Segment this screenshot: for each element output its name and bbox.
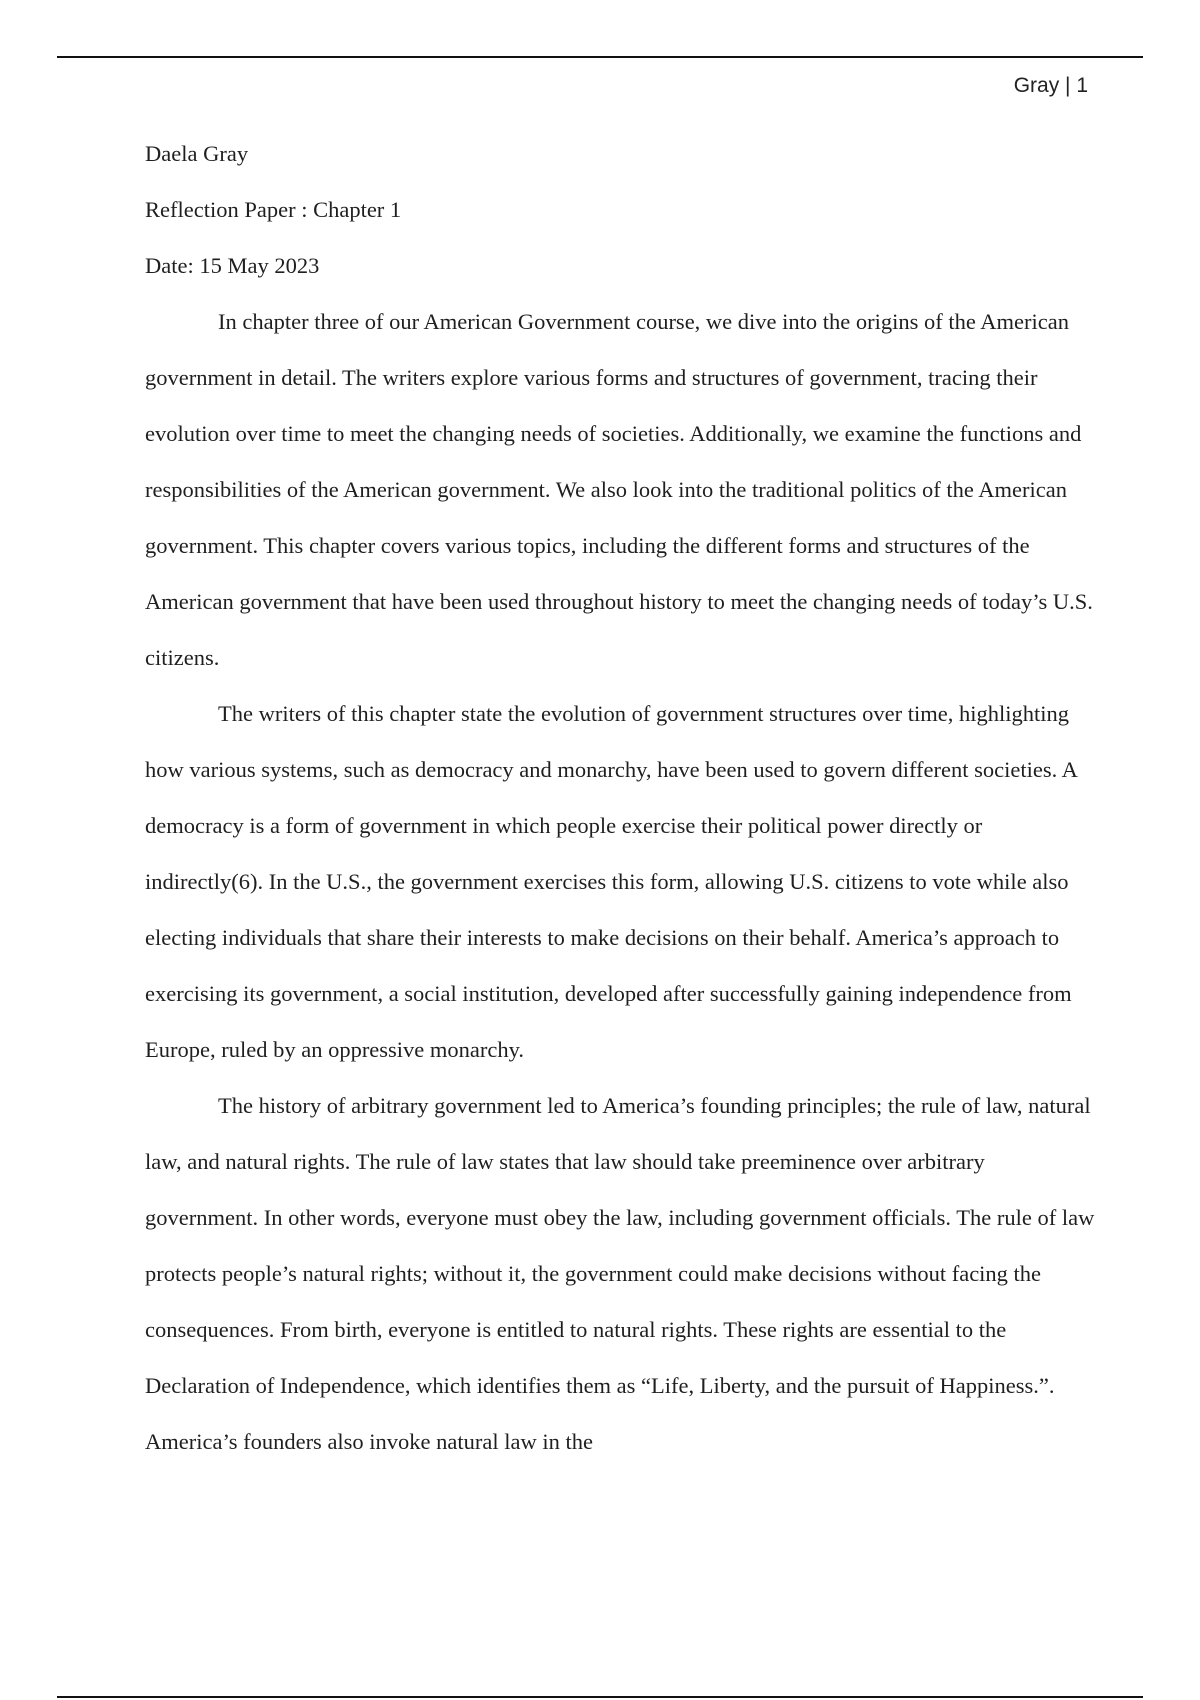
footer-divider: [57, 1696, 1143, 1698]
assignment-title: Reflection Paper : Chapter 1: [145, 197, 402, 222]
paragraph-3: The history of arbitrary government led to America’s founding principles; the rule of law, natural law, and natural rights. The rule of law states that law should take preeminence over arbitrary government. In other words, everyone must obey the law, including government officials. The rule of law protects people’s natural rights; without it, the government could make decisions without facing the consequences. From birth, everyone is entitled to natural rights. These rights are essential to the Declaration of Independence, which identifies them as “Life, Liberty, and the pursuit of Happiness.”. America’s founders also invoke natural law in the: [145, 1093, 1095, 1454]
author-name: Daela Gray: [145, 141, 249, 166]
running-head: Gray | 1: [1013, 74, 1088, 97]
document-date: Date: 15 May 2023: [145, 253, 320, 278]
document-body: [145, 126, 1095, 1470]
paragraph-1: In chapter three of our American Government course, we dive into the origins of the American government in detail. The writers explore various forms and structures of government, tracing their evolution over time to meet the changing needs of societies. Additionally, we examine the functions and responsibilities of the American government. We also look into the traditional politics of the American government. This chapter covers various topics, including the different forms and structures of the American government that have been used throughout history to meet the changing needs of today’s U.S. citizens.: [145, 309, 1093, 670]
header-divider: [57, 56, 1143, 58]
paragraph-2: The writers of this chapter state the evolution of government structures over time, highlighting how various systems, such as democracy and monarchy, have been used to govern different societies. A democracy is a form of government in which people exercise their political power directly or indirectly(6). In the U.S., the government exercises this form, allowing U.S. citizens to vote while also electing individuals that share their interests to make decisions on their behalf. America’s approach to exercising its government, a social institution, developed after successfully gaining independence from Europe, ruled by an oppressive monarchy.: [145, 701, 1077, 1062]
